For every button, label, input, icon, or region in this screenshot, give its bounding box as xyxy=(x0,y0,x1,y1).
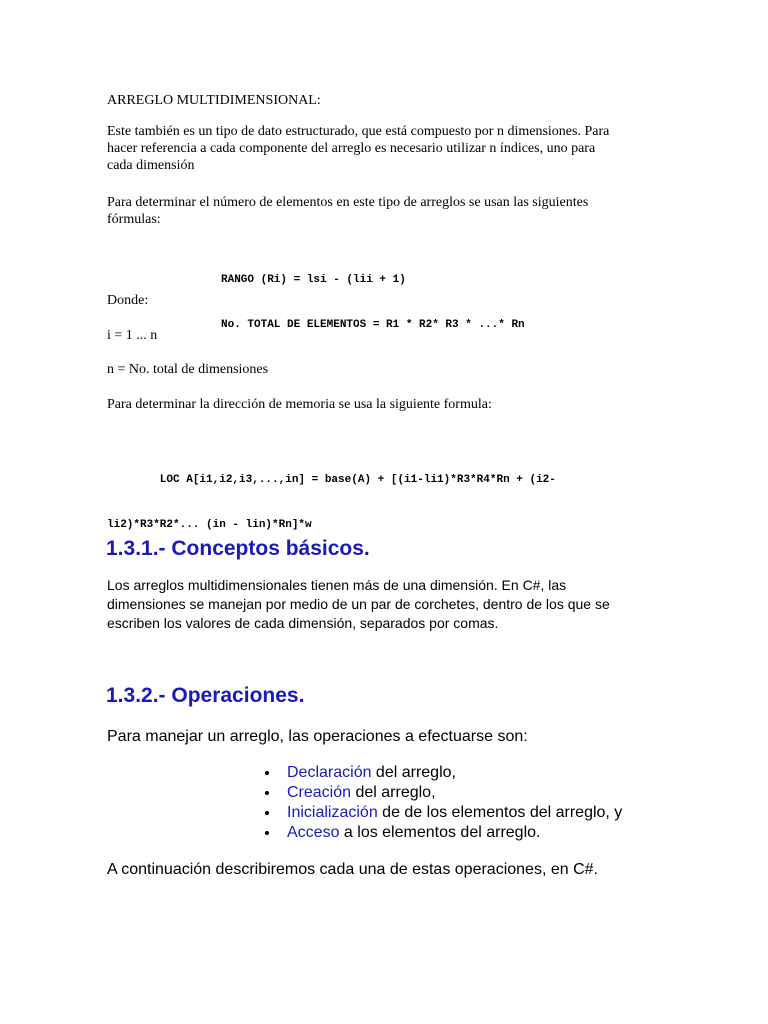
conceptos-line: dimensiones se manejan por medio de un par de corchetes, dentro de los que se xyxy=(107,596,610,612)
list-item xyxy=(287,763,622,783)
formula-intro-paragraph xyxy=(107,194,667,228)
bullet-icon xyxy=(265,791,269,795)
memory-intro-text: Para determinar la dirección de memoria se usa la siguiente formula: xyxy=(107,397,492,412)
link-acceso[interactable]: Acceso xyxy=(287,824,340,841)
conceptos-line: Los arreglos multidimensionales tienen más de una dimensión. En C#, las xyxy=(107,577,567,593)
doc-title: ARREGLO MULTIDIMENSIONAL: xyxy=(107,93,321,108)
memory-formula-line: li2)*R3*R2*... (in - lin)*Rn]*w xyxy=(107,519,312,531)
section-heading-operaciones: 1.3.2.- Operaciones. xyxy=(106,684,305,707)
list-item-text: de de los elementos del arreglo, y xyxy=(377,804,623,821)
list-item-text: del arreglo, xyxy=(351,784,436,801)
formula-intro-line: fórmulas: xyxy=(107,212,161,227)
formula-block xyxy=(221,243,525,363)
formula-line-rango: RANGO (Ri) = lsi - (lii + 1) xyxy=(221,274,406,286)
bullet-icon xyxy=(265,811,269,815)
section-heading-conceptos: 1.3.1.- Conceptos básicos. xyxy=(106,537,370,560)
list-item-text: a los elementos del arreglo. xyxy=(339,824,541,841)
operaciones-intro: Para manejar un arreglo, las operaciones a efectuarse son: xyxy=(107,728,528,745)
operations-list xyxy=(287,763,622,843)
intro-line: hacer referencia a cada componente del arreglo es necesario utilizar n índices, uno para xyxy=(107,141,596,156)
i-range-text: i = 1 ... n xyxy=(107,328,158,343)
list-item xyxy=(287,823,622,843)
link-inicializacion[interactable]: Inicialización xyxy=(287,804,378,821)
donde-label: Donde: xyxy=(107,293,149,308)
n-definition-text: n = No. total de dimensiones xyxy=(107,362,269,377)
list-item xyxy=(287,783,622,803)
intro-paragraph xyxy=(107,123,667,174)
intro-line: Este también es un tipo de dato estructurado, que está compuesto por n dimensiones. Para xyxy=(107,124,610,139)
closing-text: A continuación describiremos cada una de estas operaciones, en C#. xyxy=(107,861,598,878)
bullet-icon xyxy=(265,771,269,775)
list-item xyxy=(287,803,622,823)
list-item-text: del arreglo, xyxy=(371,764,456,781)
link-declaracion[interactable]: Declaración xyxy=(287,764,372,781)
bullet-icon xyxy=(265,831,269,835)
formula-line-total: No. TOTAL DE ELEMENTOS = R1 * R2* R3 * ...* Rn xyxy=(221,319,525,331)
intro-line: cada dimensión xyxy=(107,158,195,173)
link-creacion[interactable]: Creación xyxy=(287,784,352,801)
memory-formula-line: LOC A[i1,i2,i3,...,in] = base(A) + [(i1-li1)*R3*R4*Rn + (i2- xyxy=(107,474,556,486)
conceptos-paragraph xyxy=(107,576,687,633)
conceptos-line: escriben los valores de cada dimensión, separados por comas. xyxy=(107,615,499,631)
formula-intro-line: Para determinar el número de elementos en este tipo de arreglos se usan las siguientes xyxy=(107,195,589,210)
